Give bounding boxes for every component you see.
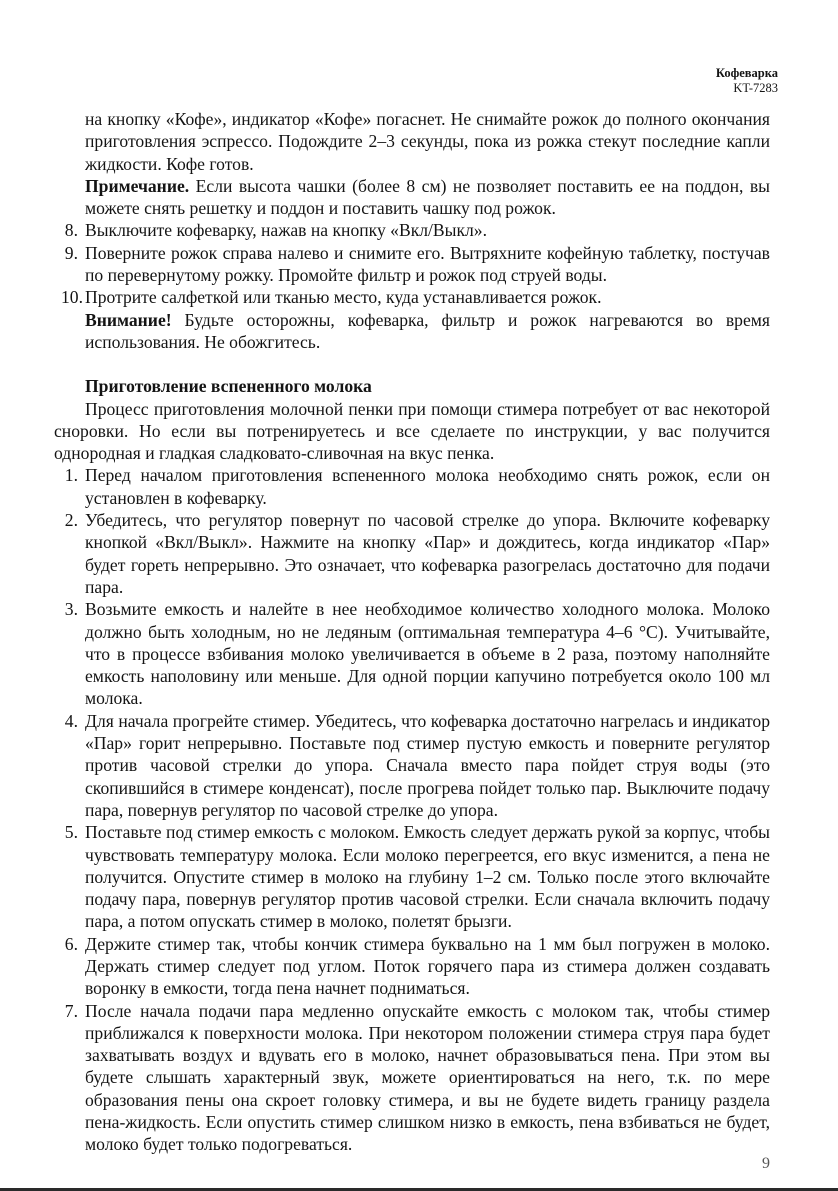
list-item-number: 1.: [64, 465, 78, 486]
list-item-number: 3.: [64, 599, 78, 620]
page-content: [54, 108, 770, 1156]
note-paragraph: [54, 175, 770, 220]
product-title: Кофеварка: [715, 66, 778, 80]
list-item-text: Возьмите емкость и налейте в нее необходимое количество холодного молока. Молоко должно быть холодным, но не ледяным (оптимальная температура 4–6 °С). Учитывайте, что в процессе взбивания молоко увеличивается в объеме в 2 раза, поэтому наполняйте емкость наполовину или меньше. Для одной порции капучино потребуется около 100 мл молока.: [85, 599, 770, 709]
list-item-text: Для начала прогрейте стимер. Убедитесь, что кофеварка достаточно нагрелась и индикатор «Пар» горит непрерывно. Поставьте под стимер пустую емкость и поверните регулятор против часовой стрелки до упора. Сначала вместо пара пойдет струя воды (это скопившийся в стимере конденсат), после прогрева пойдет только пар. Выключите подачу пара, повернув регулятор по часовой стрелке до упора.: [85, 710, 770, 820]
list-item: [54, 464, 770, 509]
list-item-number: 9.: [64, 242, 78, 263]
list-item-text: Держите стимер так, чтобы кончик стимера буквально на 1 мм был погружен в молоко. Держать стимер следует под углом. Поток горячего пара из стимера должен создавать воронку в емкости, тогда пена начнет подниматься.: [85, 933, 770, 999]
list-item-number: 6.: [64, 933, 78, 954]
list-item-text: После начала подачи пара медленно опускайте емкость с молоком так, чтобы стимер приближался к поверхности молока. При некотором положении стимера струя пара будет захватывать воздух и вдувать его в молоко, начнет образовываться пена. При этом вы будете слышать характерный звук, можете ориентироваться на него, т.к. по мере образования пены она скроет головку стимера, и вы не будете видеть границу раздела пена-жидкость. Если опустить стимер слишком низко в емкость, пена взбиваться не будет, молоко будет только подогреваться.: [85, 1000, 770, 1155]
list-item: [54, 219, 770, 241]
list-item-number: 4.: [64, 710, 78, 731]
warning-label: Внимание!: [85, 309, 172, 330]
list-item-number: 8.: [64, 220, 78, 241]
list-item: [54, 242, 770, 287]
note-label: Примечание.: [85, 175, 190, 196]
note-text: Если высота чашки (более 8 см) не позволяет поставить ее на поддон, вы можете снять решетку и поддон и поставить чашку под рожок.: [85, 175, 770, 219]
continuation-paragraph: на кнопку «Кофе», индикатор «Кофе» погаснет. Не снимайте рожок до полного окончания приготовления эспрессо. Подождите 2–3 секунды, пока из рожка стекут последние капли жидкости. Кофе готов.: [85, 109, 770, 174]
list-item-text: Выключите кофеварку, нажав на кнопку «Вкл/Выкл».: [85, 220, 488, 241]
list-item-text: Перед началом приготовления вспененного молока необходимо снять рожок, если он установлен в кофеварку.: [85, 465, 770, 508]
list-item-text: Поставьте под стимер емкость с молоком. Емкость следует держать рукой за корпус, чтобы чувствовать температуру молока. Если молоко перегреется, его вкус изменится, а пена не получится. Опустите стимер в молоко на глубину 1–2 см. Только после этого включайте подачу пара, повернув регулятор против часовой стрелки. Если сначала включить подачу пара, а потом опускать стимер в молоко, полетят брызги.: [85, 822, 770, 932]
list-item: [54, 821, 770, 932]
list-item-text: Поверните рожок справа налево и снимите его. Вытряхните кофейную таблетку, постучав по перевернутому рожку. Промойте фильтр и рожок под струей воды.: [85, 242, 770, 286]
product-model: KT-7283: [733, 81, 778, 95]
section-heading: Приготовление вспененного молока: [85, 376, 372, 397]
list-item: [54, 933, 770, 1000]
list-item: [54, 1000, 770, 1156]
list-item: [54, 710, 770, 821]
warning-paragraph: [54, 309, 770, 354]
list-item-number: 2.: [64, 510, 78, 531]
list-item-text: Убедитесь, что регулятор повернут по часовой стрелке до упора. Включите кофеварку кнопкой «Вкл/Выкл». Нажмите на кнопку «Пар» и дождитесь, когда индикатор «Пар» будет гореть непрерывно. Это означает, что кофеварка разогрелась достаточно для подачи пара.: [85, 510, 770, 597]
list-item: [54, 286, 770, 308]
list-item-number: 5.: [64, 822, 78, 843]
list-item-number: 10.: [61, 287, 83, 308]
page-number: 9: [762, 1155, 770, 1172]
warning-text: Будьте осторожны, кофеварка, фильтр и рожок нагреваются во время использования. Не обожгитесь.: [85, 309, 770, 352]
list-item: [54, 509, 770, 598]
list-item: [54, 598, 770, 709]
section-intro: Процесс приготовления молочной пенки при помощи стимера потребует от вас некоторой сноровки. Но если вы потренируетесь и все сделаете по инструкции, у вас получится однородная и гладкая сладковато-сливочная на вкус пенка.: [54, 398, 770, 464]
page-header: [716, 66, 778, 96]
list-item-text: Протрите салфеткой или тканью место, куда устанавливается рожок.: [85, 287, 602, 308]
list-item-number: 7.: [64, 1000, 78, 1021]
